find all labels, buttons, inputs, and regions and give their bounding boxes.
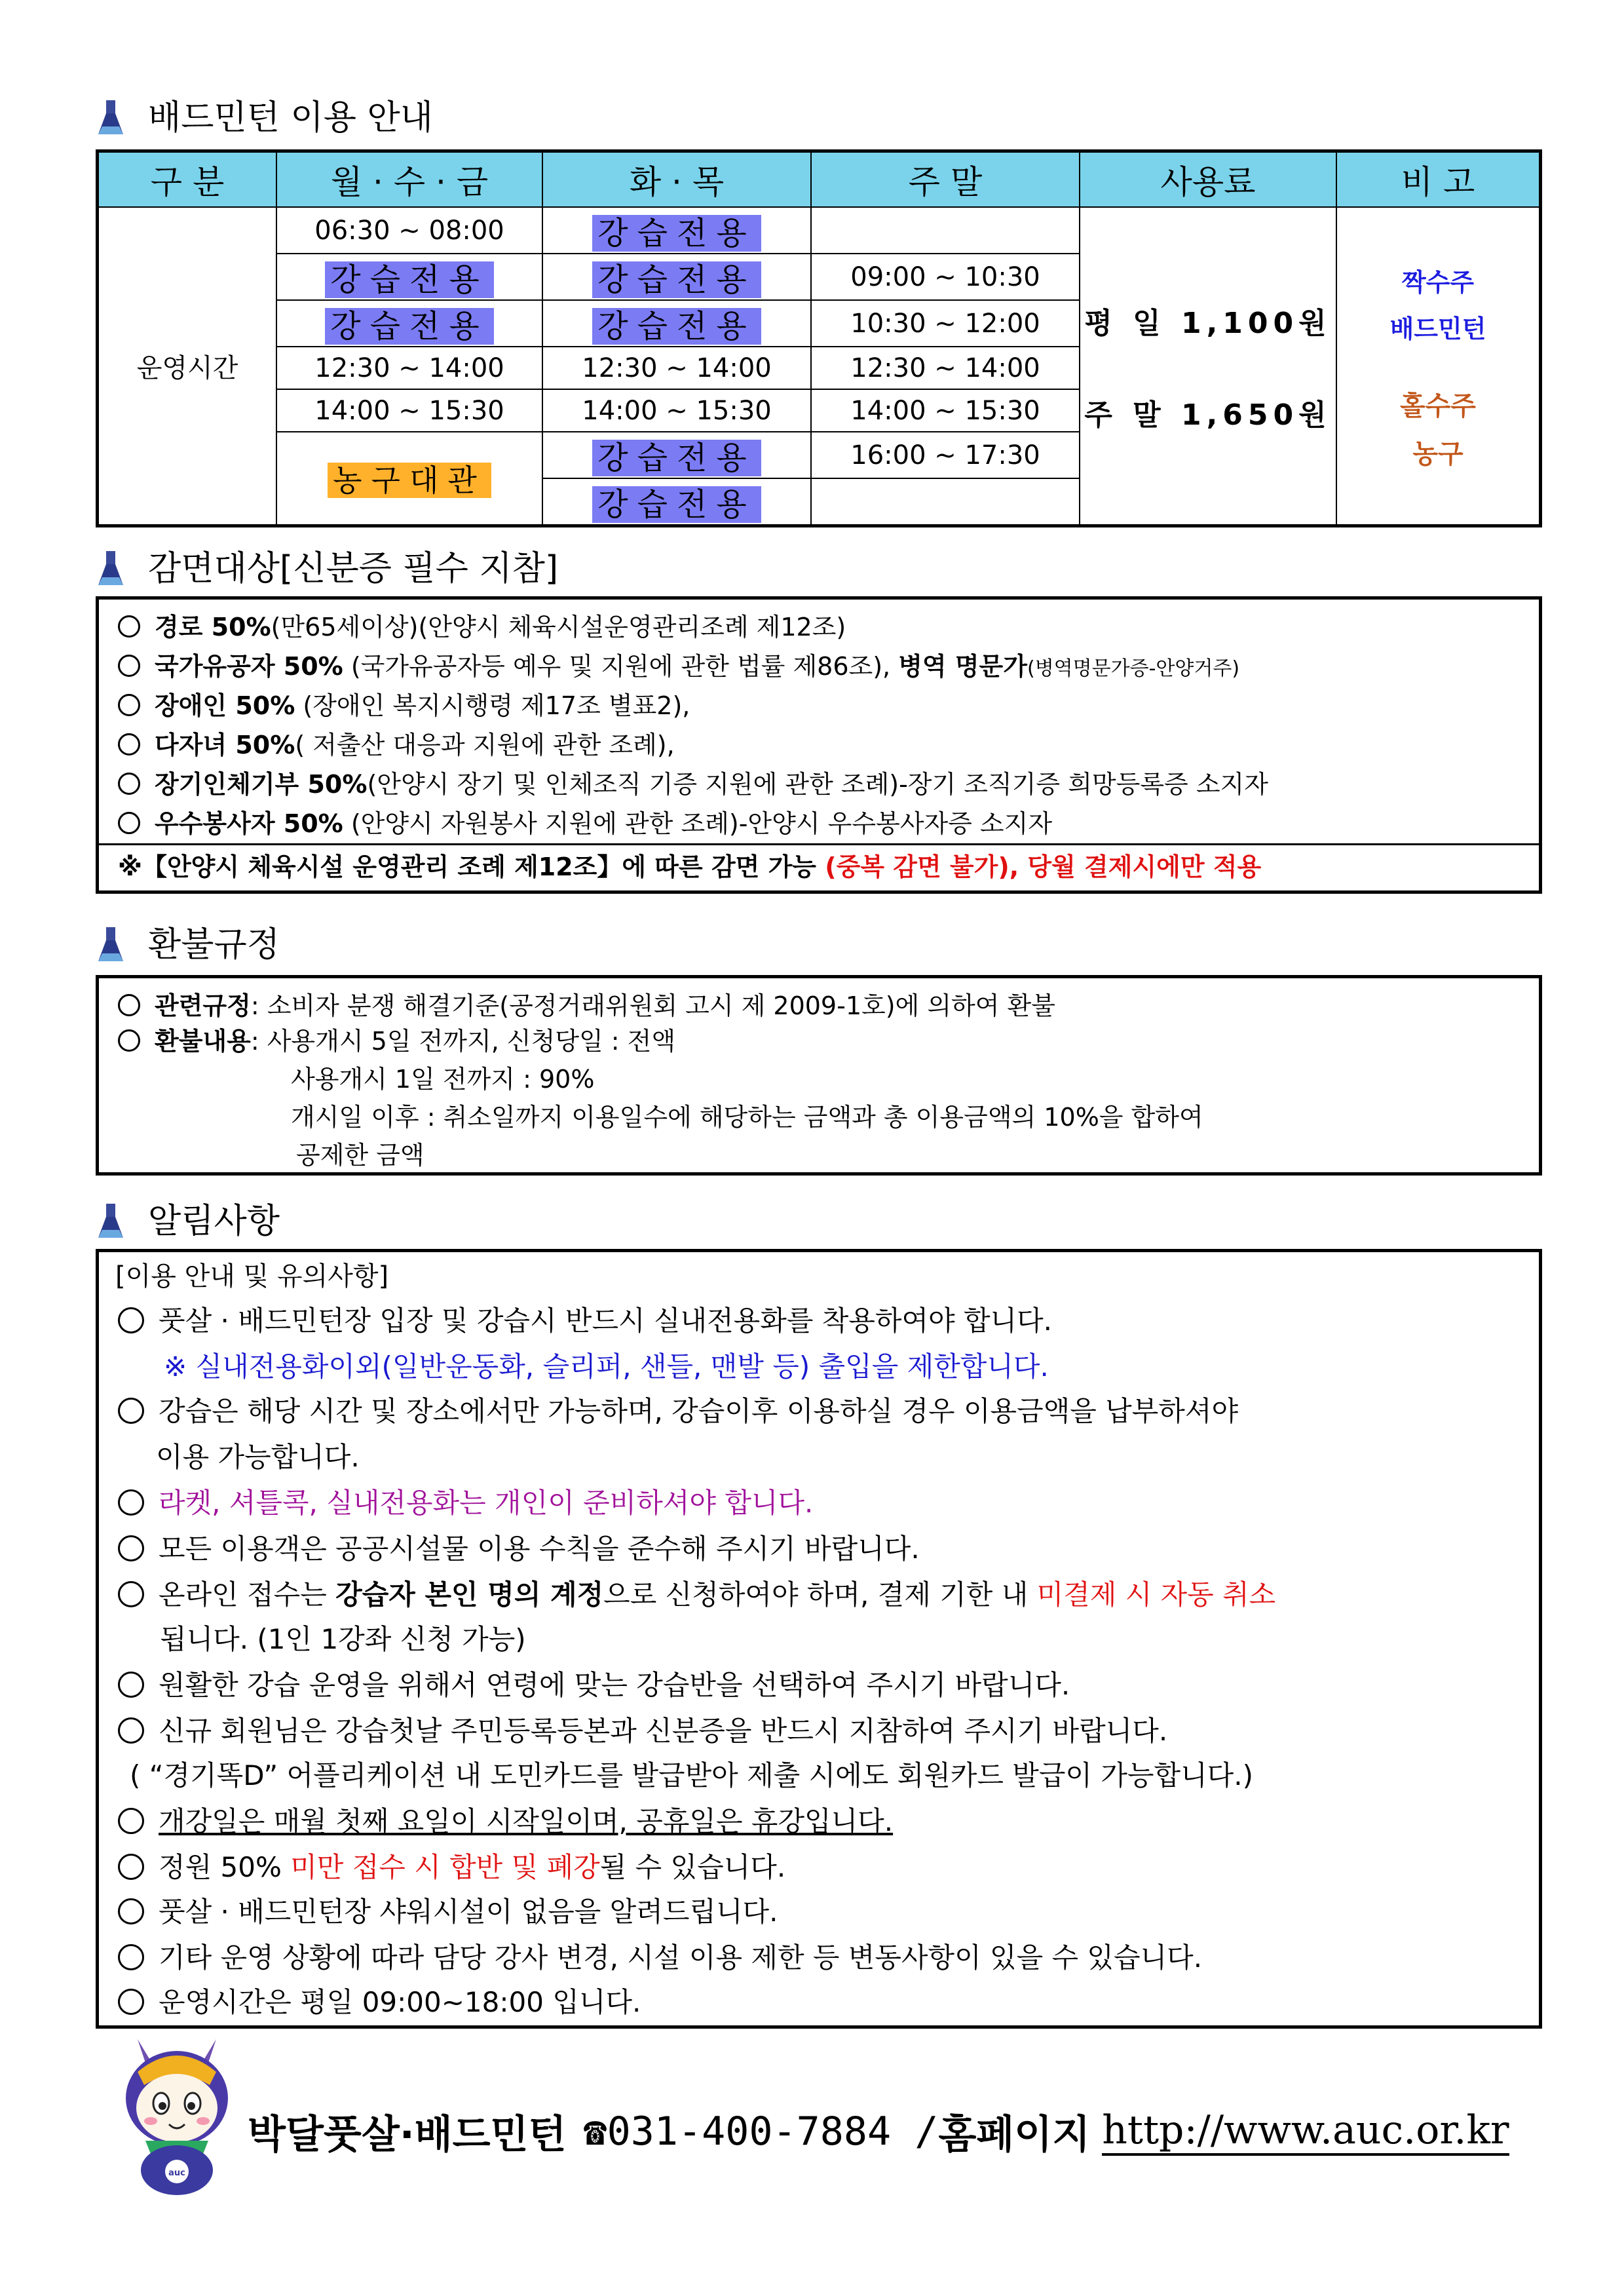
lesson-only-badge: 강습전용 [592,261,761,298]
table-row [98,207,1541,254]
table-cell [542,300,811,347]
flask-icon [97,1204,124,1239]
flask-icon [97,551,124,586]
table-cell: 14:00 ~ 15:30 [811,389,1080,432]
table-cell: 12:30 ~ 14:00 [811,347,1080,389]
footer-contact [248,2103,1509,2160]
mascot-logo [111,2026,242,2196]
table-cell [811,478,1080,526]
notice-header: [이용 안내 및 유의사항] [115,1261,389,1292]
notice-item: 풋살 · 배드민턴장 입장 및 강습시 반드시 실내전용화를 착용하여야 합니다. [118,1299,1052,1343]
homepage-link[interactable]: http://www.auc.or.kr [1102,2107,1509,2156]
fee-weekend: 주 말 1,650원 [1084,398,1332,432]
notice-item: 신규 회원님은 강습첫날 주민등록등본과 신분증을 반드시 지참하여 주시기 바랍니다. [118,1709,1167,1753]
section-title-refund [97,924,280,966]
schedule-table [96,149,1542,527]
list-item: 다자녀 50%( 저출산 대응과 지원에 관한 조례), [118,726,675,764]
discount-footnote: ※【안양시 체육시설 운영관리 조례 제12조】에 따른 감면 가능 (중복 감면 불가), 당월 결제시에만 적용 [118,852,1262,881]
phone-number: ☎031-400-7884 / [583,2109,939,2154]
section-title-text: 환불규정 [148,925,280,965]
notice-item-cont: 이용 가능합니다. [156,1441,360,1473]
notice-item: 강습은 해당 시간 및 장소에서만 가능하며, 강습이후 이용하실 경우 이용금액을 납부하셔야 [118,1389,1238,1434]
homepage-label: 홈페이지 [938,2112,1091,2158]
table-cell [542,478,811,526]
refund-line: 환불내용: 사용개시 5일 전까지, 신청당일 : 전액 [118,1022,675,1060]
facility-name: 박달풋살·배드민턴 [248,2112,567,2158]
note-cell [1336,207,1541,526]
section-title-discount [97,548,558,590]
notice-item: 정원 50% 미만 접수 시 합반 및 폐강될 수 있습니다. [118,1845,785,1890]
fee-cell [1080,207,1336,526]
refund-line: 관련규정: 소비자 분쟁 해결기준(공정거래위원회 고시 제 2009-1호)에 의하여 환불 [118,987,1055,1025]
note-even-sport: 배드민턴 [1389,314,1486,343]
notice-item: 운영시간은 평일 09:00~18:00 입니다. [118,1980,641,2025]
section-title-text: 배드민턴 이용 안내 [148,98,433,138]
table-header-row [98,151,1541,208]
table-cell: 09:00 ~ 10:30 [811,254,1080,300]
table-cell: 14:00 ~ 15:30 [542,389,811,432]
table-cell [542,207,811,254]
notice-item-cont: ( “경기똑D” 어플리케이션 내 도민카드를 발급받아 제출 시에도 회원카드 발급이 가능합니다.) [130,1759,1253,1791]
section-title-notice [97,1200,280,1242]
notice-item: 풋살 · 배드민턴장 샤워시설이 없음을 알려드립니다. [118,1890,778,1934]
table-cell: 12:30 ~ 14:00 [542,347,811,389]
lesson-only-badge: 강습전용 [592,308,761,345]
lesson-only-badge: 강습전용 [592,440,761,476]
notice-item: 원활한 강습 운영을 위해서 연령에 맞는 강습반을 선택하여 주시기 바랍니다. [118,1663,1070,1708]
notice-item-cont: 됩니다. (1인 1강좌 신청 가능) [160,1623,526,1655]
notice-item: 개강일은 매월 첫째 요일이 시작일이며, 공휴일은 휴강입니다. [118,1799,893,1844]
note-odd: 홀수주 [1400,391,1476,421]
notice-item: 라켓, 셔틀콕, 실내전용화는 개인이 준비하셔야 합니다. [118,1481,813,1525]
lesson-only-badge: 강습전용 [325,308,493,345]
header-cell: 화 · 목 [542,151,811,208]
header-cell: 구 분 [98,151,277,208]
table-cell: 16:00 ~ 17:30 [811,432,1080,478]
notice-item-sub: ※ 실내전용화이외(일반운동화, 슬리퍼, 샌들, 맨발 등) 출입을 제한합니다. [164,1350,1049,1383]
section-title-usage [97,97,433,139]
header-cell: 월 · 수 · 금 [276,151,542,208]
table-cell [276,300,542,347]
note-even: 짝수주 [1401,267,1475,297]
lesson-only-badge: 강습전용 [592,215,761,252]
notice-item: 모든 이용객은 공공시설물 이용 수칙을 준수해 주시기 바랍니다. [118,1527,920,1571]
notice-item: 기타 운영 상황에 따라 담당 강사 변경, 시설 이용 제한 등 변동사항이 있을 수 있습니다. [118,1936,1202,1980]
refund-line: 사용개시 1일 전까지 : 90% [291,1065,595,1094]
list-item: 경로 50%(만65세이상)(안양시 체육시설운영관리조례 제12조) [118,608,846,646]
refund-line: 공제한 금액 [296,1141,425,1170]
table-cell [276,254,542,300]
lesson-only-badge: 강습전용 [592,486,761,523]
basketball-rental-badge: 농구대관 [328,463,491,498]
table-cell: 14:00 ~ 15:30 [276,389,542,432]
fee-weekday: 평 일 1,100원 [1084,306,1332,340]
notice-item: 온라인 접수는 강습자 본인 명의 계정으로 신청하여야 하며, 결제 기한 내 미결제 시 자동 취소 [118,1573,1275,1617]
note-odd-sport: 농구 [1412,438,1463,469]
lesson-only-badge: 강습전용 [325,261,493,298]
table-cell [276,432,542,526]
header-cell: 사용료 [1080,151,1336,208]
header-cell: 비 고 [1336,151,1541,208]
table-cell: 06:30 ~ 08:00 [276,207,542,254]
header-cell: 주 말 [811,151,1080,208]
section-title-text: 알림사항 [148,1202,280,1241]
flask-icon [97,100,124,136]
list-item: 우수봉사자 50% (안양시 자원봉사 지원에 관한 조례)-안양시 우수봉사자증 소지자 [118,805,1052,843]
list-item: 장기인체기부 50%(안양시 장기 및 인체조직 기증 지원에 관한 조례)-장기 조직기증 희망등록증 소지자 [118,765,1268,803]
section-title-text: 감면대상[신분증 필수 지참] [148,549,559,588]
table-cell [542,432,811,478]
row-label: 운영시간 [98,207,277,526]
refund-line: 개시일 이후 : 취소일까지 이용일수에 해당하는 금액과 총 이용금액의 10%을 합하여 [291,1103,1203,1132]
table-cell: 12:30 ~ 14:00 [276,347,542,389]
table-cell [542,254,811,300]
table-cell [811,207,1080,254]
table-cell: 10:30 ~ 12:00 [811,300,1080,347]
flask-icon [97,927,124,963]
mascot-label: auc [168,2168,185,2178]
list-item: 장애인 50% (장애인 복지시행령 제17조 별표2), [118,687,690,725]
list-item: 국가유공자 50% (국가유공자등 예우 및 지원에 관한 법률 제86조), 병역 명문가(병역명문가증-안양거주) [118,647,1239,688]
